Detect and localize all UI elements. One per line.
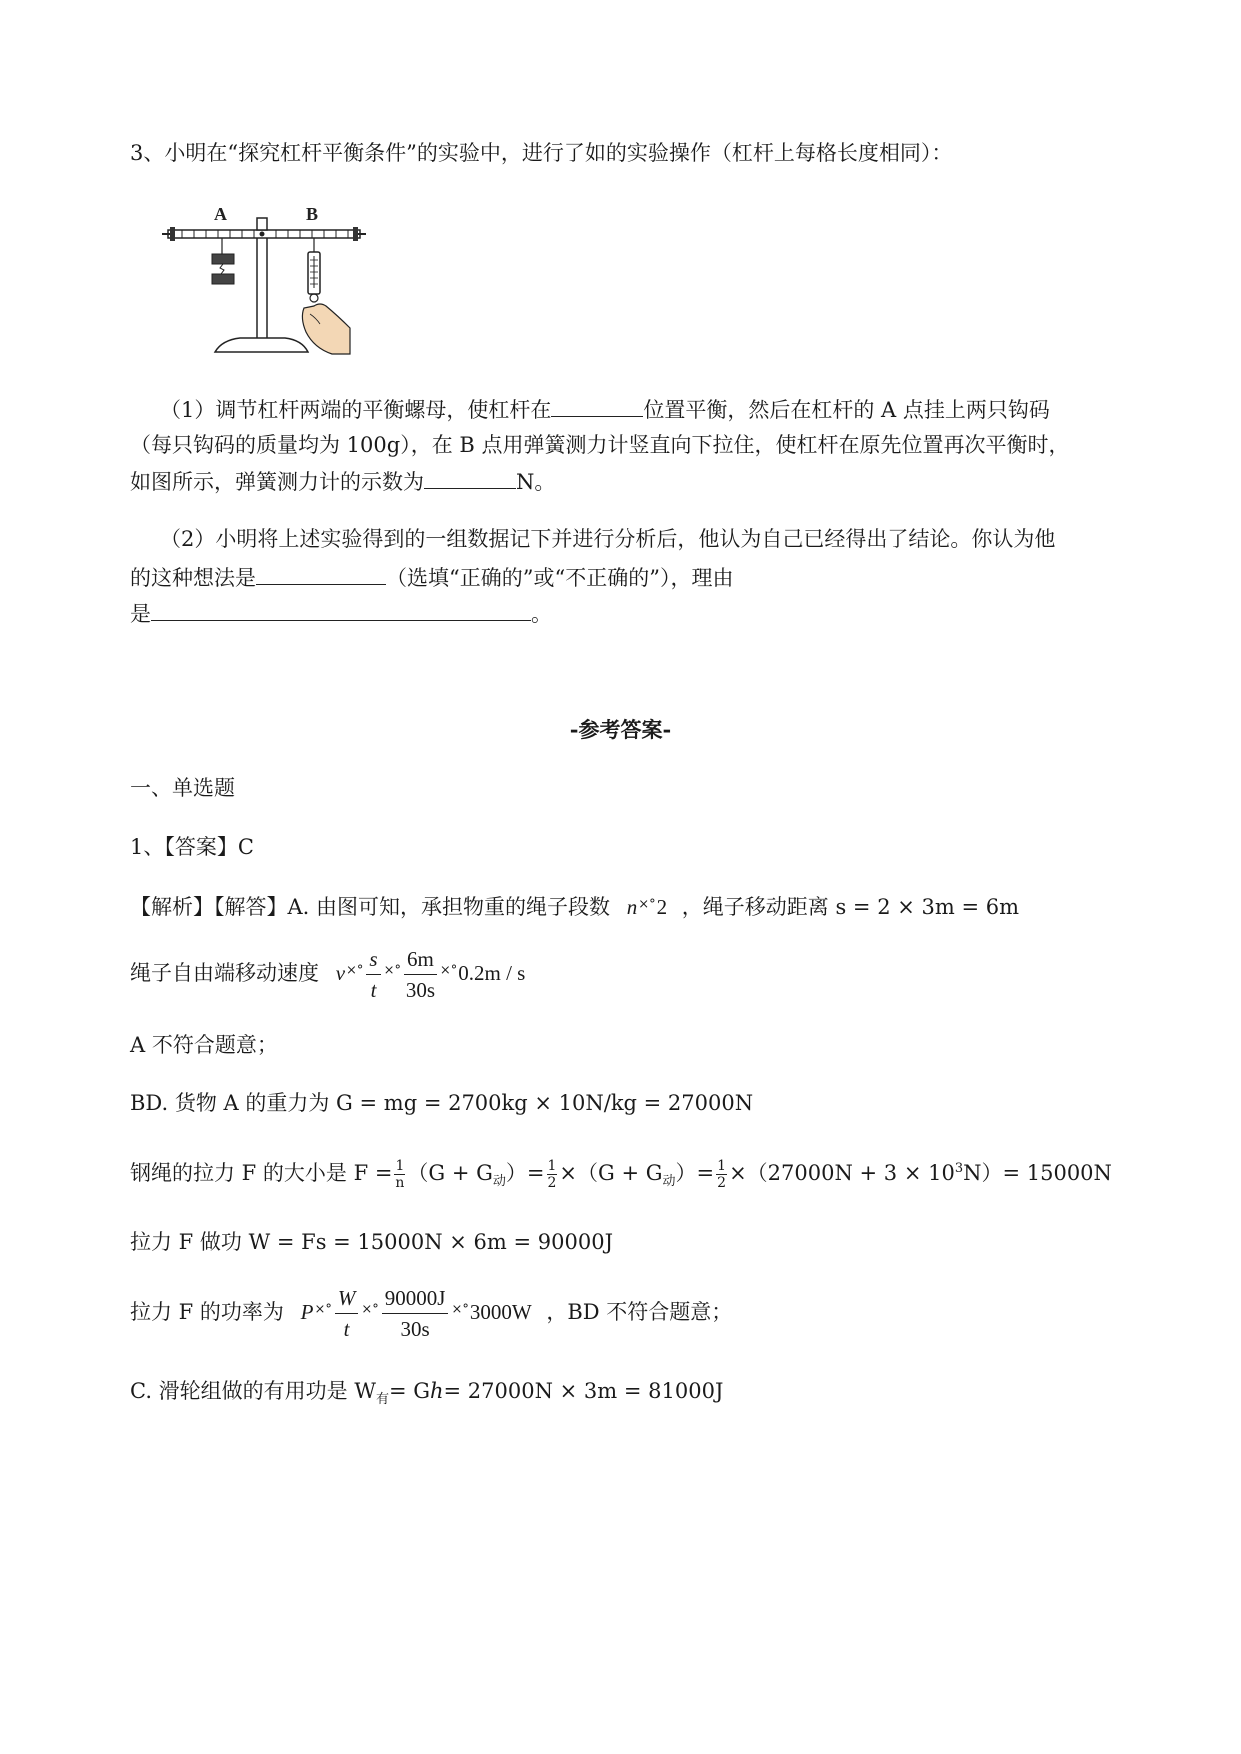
part2-line3: 是 。 <box>130 598 552 629</box>
label-point-a: A <box>214 204 227 224</box>
lever-experiment-figure <box>160 196 370 361</box>
balance-nut-left <box>162 227 175 241</box>
fraction-w-over-t: $\frac{W}{t}$ <box>335 1283 359 1344</box>
part1-line3: 如图所示，弹簧测力计的示数为 N。 <box>130 466 555 497</box>
part1-line2: （每只钩码的质量均为 100g），在 B 点用弹簧测力计竖直向下拉住，使杠杆在原先位置再次平衡时， <box>130 433 1070 457</box>
part2-line1: （2）小明将上述实验得到的一组数据记下并进行分析后，他认为自己已经得出了结论。你认为他 <box>160 527 1056 551</box>
answer-blank-reading[interactable] <box>424 466 516 489</box>
part1-line1: （1）调节杠杆两端的平衡螺母，使杠杆在 位置平衡，然后在杠杆的 A 点挂上两只钩码 <box>160 394 1050 425</box>
power-formula: 拉力 F 的功率为 P×° $\frac{W}{t}$ ×° $\frac{90000J}{30s}$ ×°3000W ，BD 不符合题意； <box>130 1283 732 1344</box>
answer-blank-judgement[interactable] <box>256 562 386 585</box>
answer-item-1: 1、【答案】C <box>130 835 254 859</box>
balance-nut-right <box>353 227 366 241</box>
fraction-6m-over-30s: $\frac{6m}{30s}$ <box>404 944 437 1005</box>
answer-blank-position[interactable] <box>551 394 643 417</box>
label-point-b: B <box>306 204 319 224</box>
velocity-formula: 绳子自由端移动速度 v×° $\frac{s}{t}$ ×° $\frac{6m}{30s}$ ×°0.2m / s <box>130 944 525 1005</box>
fraction-1-over-n: $\frac{1}{n}$ <box>395 1158 405 1191</box>
spring-scale <box>308 238 320 302</box>
a-conclusion: A 不符合题意； <box>130 1033 278 1057</box>
hook-weights <box>212 238 234 284</box>
hand-icon <box>302 304 350 354</box>
fraction-1-over-2-b: $\frac{1}{2}$ <box>717 1158 727 1191</box>
answers-title: -参考答案- <box>569 717 672 742</box>
answer-blank-reason[interactable] <box>151 598 531 621</box>
fraction-1-over-2-a: $\frac{1}{2}$ <box>547 1158 557 1191</box>
useful-work-formula: C. 滑轮组做的有用功是 $W_有= Gh= 27000N \times 3m = 81000J$ <box>130 1379 724 1408</box>
work-formula: 拉力 F 做功 W = Fs = 15000N × 6m = 90000J <box>130 1230 613 1254</box>
analysis-intro: 【解析】【解答】A. 由图可知，承担物重的绳子段数 n×°2 ，绳子移动距离 s = 2 × 3m = 6m <box>130 895 1019 919</box>
fraction-90000j-over-30s: $\frac{90000J}{30s}$ <box>382 1283 449 1344</box>
part2-line2: 的这种想法是 （选填“正确的”或“不正确的”），理由 <box>130 562 733 593</box>
fraction-s-over-t: $\frac{s}{t}$ <box>366 944 380 1005</box>
section-heading: 一、单选题 <box>130 776 235 800</box>
tension-formula: 钢绳的拉力 F 的大小是 F = $\frac{1}{n}$ $(G + G_动)=$ $\frac{1}{2}$ $\times(G + G_动)=$ $\frac{1}{2}$ $\times(27000N + 3 \times 10^3N)= 15000N$ <box>130 1158 1112 1191</box>
bd-gravity: BD. 货物 A 的重力为 G = mg = 2700kg × 10N/kg = 27000N <box>130 1091 754 1115</box>
question-stem: 3、小明在“探究杠杆平衡条件”的实验中，进行了如的实验操作（杠杆上每格长度相同）： <box>130 141 953 165</box>
